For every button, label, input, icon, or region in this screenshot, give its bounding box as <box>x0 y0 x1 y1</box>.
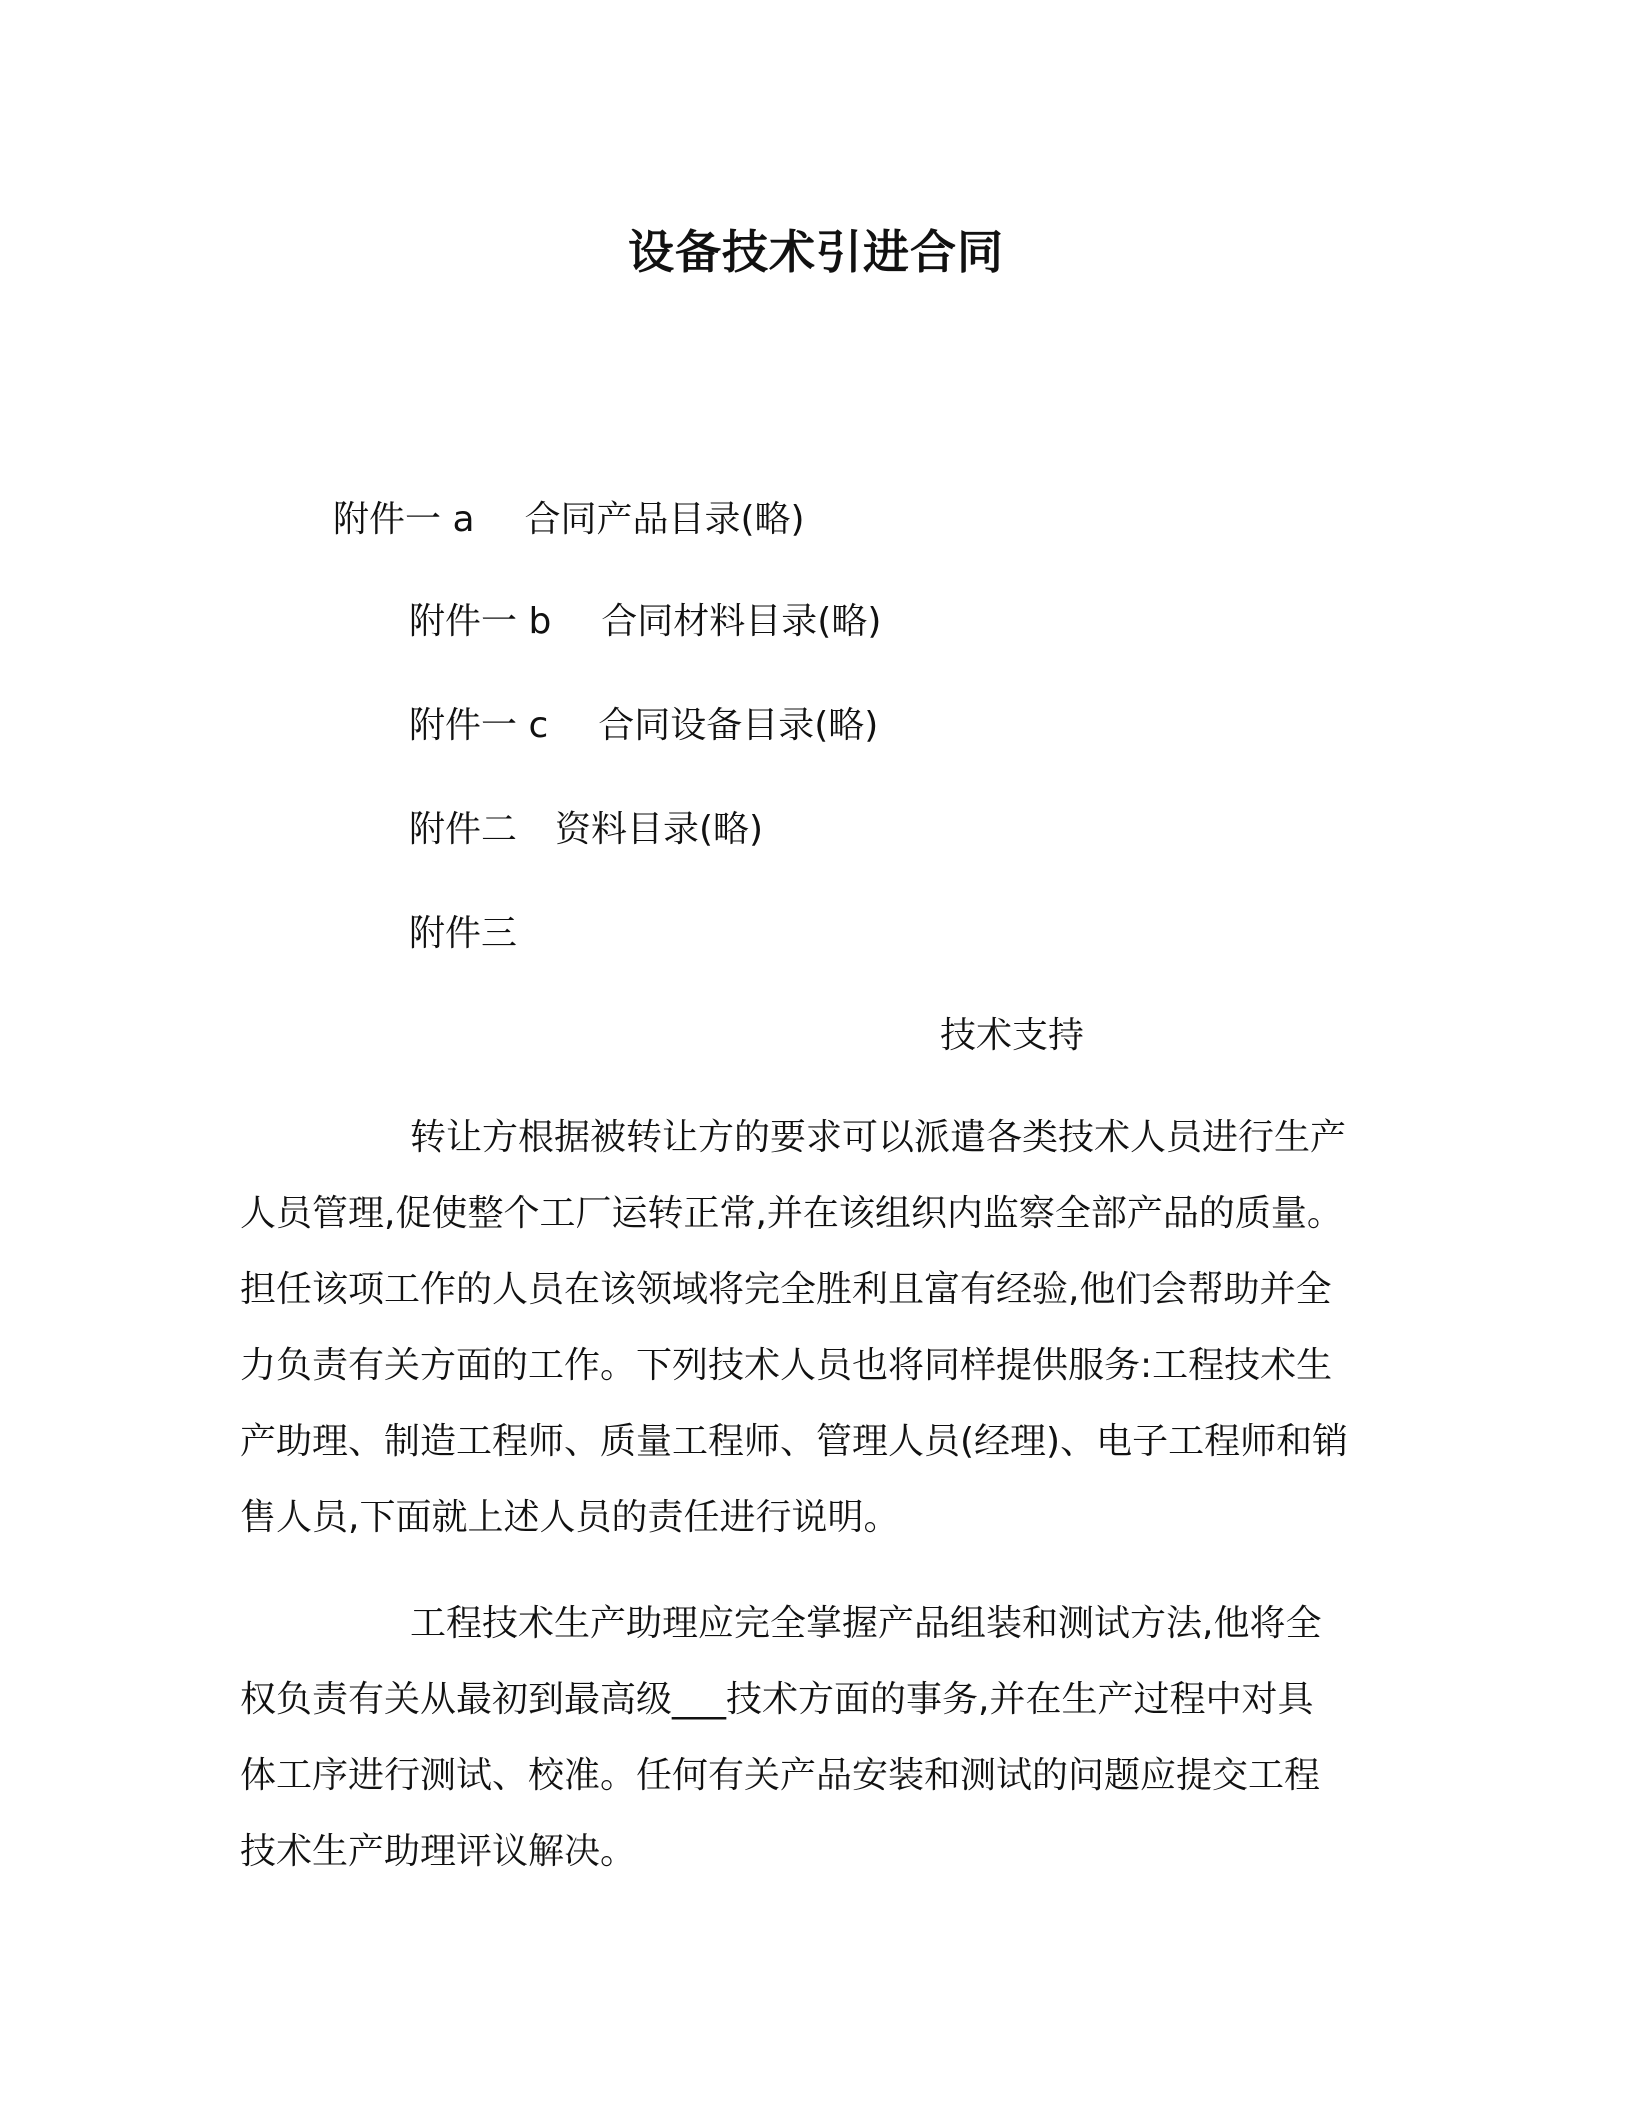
appendix-item-1b <box>409 598 881 646</box>
appendix-label: 附件三 <box>409 913 518 954</box>
appendix-text: 资料目录(略) <box>555 809 764 850</box>
paragraph-line: 担任该项工作的人员在该领域将完全胜利且富有经验,他们会帮助并全 <box>240 1269 1332 1310</box>
paragraph-line: 权负责有关从最初到最高级___技术方面的事务,并在生产过程中对具 <box>240 1679 1314 1720</box>
paragraph-line: 转让方根据被转让方的要求可以派遣各类技术人员进行生产 <box>410 1117 1347 1158</box>
paragraph-line: 产助理、制造工程师、质量工程师、管理人员(经理)、电子工程师和销 <box>240 1421 1349 1462</box>
appendix-item-3 <box>409 910 517 958</box>
appendix-label: 附件一 a <box>333 499 475 540</box>
paragraph-line: 人员管理,促使整个工厂运转正常,并在该组织内监察全部产品的质量。 <box>240 1193 1343 1234</box>
appendix-text: 合同设备目录(略) <box>598 705 879 746</box>
appendix-text: 合同材料目录(略) <box>601 601 882 642</box>
section-heading: 技术支持 <box>940 1015 1085 1056</box>
paragraph-line: 工程技术生产助理应完全掌握产品组装和测试方法,他将全 <box>410 1603 1322 1644</box>
appendix-item-1c <box>409 702 878 750</box>
paragraph-line: 体工序进行测试、校准。任何有关产品安装和测试的问题应提交工程 <box>240 1755 1321 1796</box>
paragraph-line: 技术生产助理评议解决。 <box>240 1831 637 1872</box>
document-title: 设备技术引进合同 <box>628 225 1004 279</box>
appendix-item-2 <box>409 806 763 854</box>
appendix-label: 附件二 <box>409 809 518 850</box>
appendix-item-1a <box>333 496 805 544</box>
appendix-text: 合同产品目录(略) <box>524 499 805 540</box>
paragraph-line: 力负责有关方面的工作。下列技术人员也将同样提供服务:工程技术生 <box>240 1345 1333 1386</box>
appendix-label: 附件一 b <box>409 601 552 642</box>
appendix-label: 附件一 c <box>409 705 549 746</box>
paragraph-line: 售人员,下面就上述人员的责任进行说明。 <box>240 1497 900 1538</box>
